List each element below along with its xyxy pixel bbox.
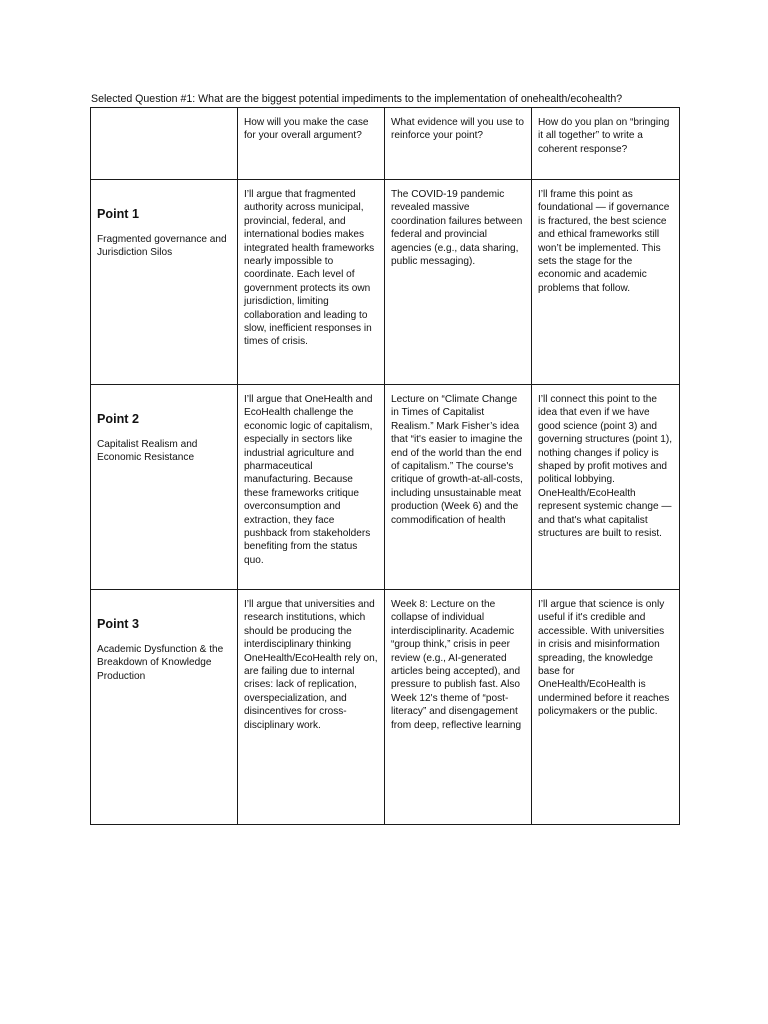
evidence-cell	[385, 590, 532, 825]
point-title: Point 1	[97, 207, 139, 221]
evidence-cell	[385, 180, 532, 385]
argument-text: I’ll argue that fragmented authority across municipal, provincial, federal, and international bodies makes integrated health frameworks nearly impossible to coordinate. Each level of government protects its own jurisdiction, limiting collaboration and leading to slow, inefficient responses in times of crisis.	[244, 189, 375, 348]
planning-table	[90, 107, 680, 825]
header-cell-argument: How will you make the case for your overall argument?	[238, 108, 385, 180]
evidence-text: Week 8: Lecture on the collapse of individual interdisciplinarity. Academic “group think,” crisis in peer review (e.g., AI-generated articles being accepted), and pressure to publish fast. Also Week 12's theme of “post-literacy” and disengagement from deep, reflective learning	[391, 599, 522, 731]
header-cell-synthesis: How do you plan on “bringing it all together” to write a coherent response?	[532, 108, 680, 180]
argument-text: I’ll argue that OneHealth and EcoHealth challenge the economic logic of capitalism, especially in sectors like industrial agriculture and pharmaceutical manufacturing. Because these frameworks critique overconsumption and extraction, they face pushback from stakeholders benefiting from the status quo.	[244, 394, 373, 566]
synthesis-text: I’ll connect this point to the idea that even if we have good science (point 3) and governing structures (point 1), nothing changes if policy is shaped by profit motives and political lobbying. OneHealth/EcoHealth represent systemic change — and that's what capitalist structures are built to resist.	[538, 394, 673, 540]
point-title: Point 2	[97, 412, 139, 426]
argument-cell	[238, 590, 385, 825]
point-label-cell	[91, 385, 238, 590]
argument-cell	[238, 385, 385, 590]
argument-text: I’ll argue that universities and research institutions, which should be producing the interdisciplinary thinking OneHealth/EcoHealth rely on, are failing due to internal crises: lack of replication, overspecialization, and disincentives for cross-disciplinary work.	[244, 599, 378, 731]
synthesis-text: I’ll frame this point as foundational — if governance is fractured, the best science and ethical frameworks still won’t be implemented. This sets the stage for the economic and academic problems that follow.	[538, 189, 670, 294]
table-row-point-2	[91, 385, 680, 590]
header-cell-evidence: What evidence will you use to reinforce your point?	[385, 108, 532, 180]
header-cell-empty	[91, 108, 238, 180]
point-title: Point 3	[97, 617, 139, 631]
table-row-point-3	[91, 590, 680, 825]
point-label-cell	[91, 180, 238, 385]
point-subtitle: Fragmented governance and Jurisdiction Silos	[97, 234, 227, 259]
evidence-text: The COVID-19 pandemic revealed massive coordination failures between federal and provincial agencies (e.g., data sharing, public messaging).	[391, 189, 523, 268]
point-subtitle: Capitalist Realism and Economic Resistance	[97, 439, 198, 464]
argument-cell	[238, 180, 385, 385]
table-header-row	[91, 108, 680, 180]
evidence-cell	[385, 385, 532, 590]
synthesis-cell	[532, 180, 680, 385]
table-row-point-1	[91, 180, 680, 385]
selected-question: Selected Question #1: What are the biggest potential impediments to the implementation of onehealth/ecohealth?	[91, 93, 623, 105]
synthesis-cell	[532, 385, 680, 590]
evidence-text: Lecture on “Climate Change in Times of Capitalist Realism.” Mark Fisher’s idea that “it's easier to imagine the end of the world than the end of capitalism.” The course's critique of growth-at-all-costs, including unsustainable meat production (Week 6) and the commodification of health	[391, 394, 523, 526]
point-label-cell	[91, 590, 238, 825]
point-subtitle: Academic Dysfunction & the Breakdown of Knowledge Production	[97, 644, 224, 682]
synthesis-text: I’ll argue that science is only useful if it's credible and accessible. With universities in crisis and misinformation spreading, the knowledge base for OneHealth/EcoHealth is undermined before it reaches policymakers or the public.	[538, 599, 670, 718]
synthesis-cell	[532, 590, 680, 825]
